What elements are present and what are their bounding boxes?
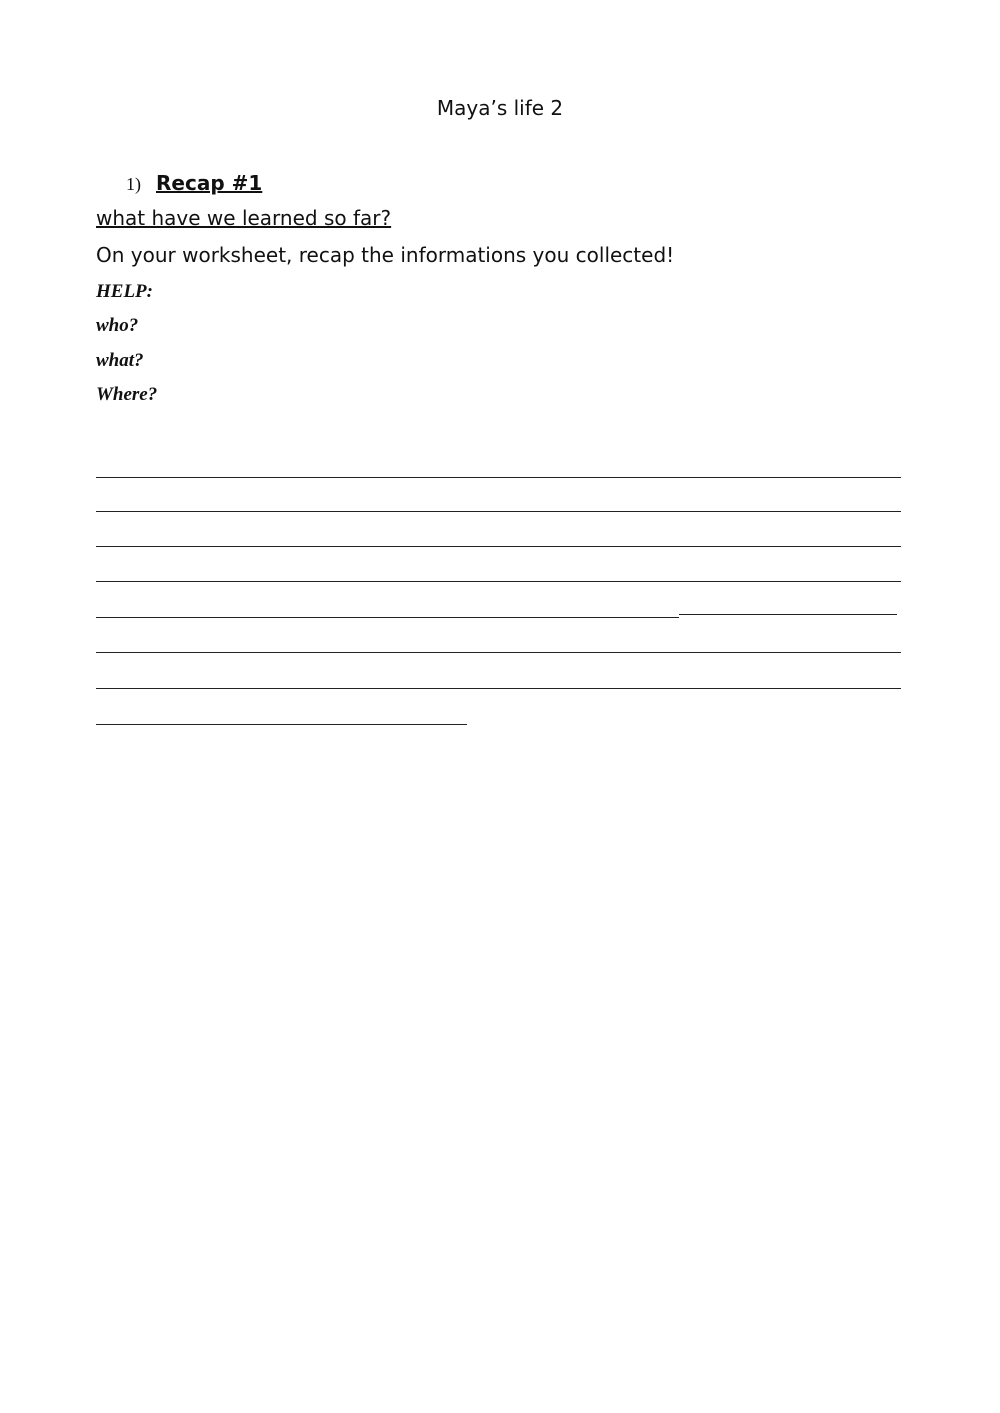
answer-line[interactable] — [96, 617, 679, 618]
answer-line[interactable] — [96, 724, 467, 725]
help-prompt-who: who? — [96, 315, 139, 336]
answer-line[interactable] — [96, 511, 901, 512]
answer-line[interactable] — [96, 546, 901, 547]
answer-line-extension — [679, 614, 897, 615]
answer-line[interactable] — [96, 688, 901, 689]
help-prompt-where: Where? — [96, 384, 158, 405]
instruction-text: On your worksheet, recap the informations you collected! — [96, 243, 675, 267]
section-heading-row — [126, 170, 262, 196]
answer-line[interactable] — [96, 652, 901, 653]
help-label: HELP: — [96, 281, 153, 302]
question-text: what have we learned so far? — [96, 206, 392, 230]
answer-line[interactable] — [96, 477, 901, 478]
answer-line[interactable] — [96, 581, 901, 582]
section-heading: Recap #1 — [156, 171, 263, 195]
page-title: Maya’s life 2 — [436, 96, 564, 120]
help-prompt-what: what? — [96, 350, 144, 371]
section-number: 1) — [126, 174, 141, 194]
